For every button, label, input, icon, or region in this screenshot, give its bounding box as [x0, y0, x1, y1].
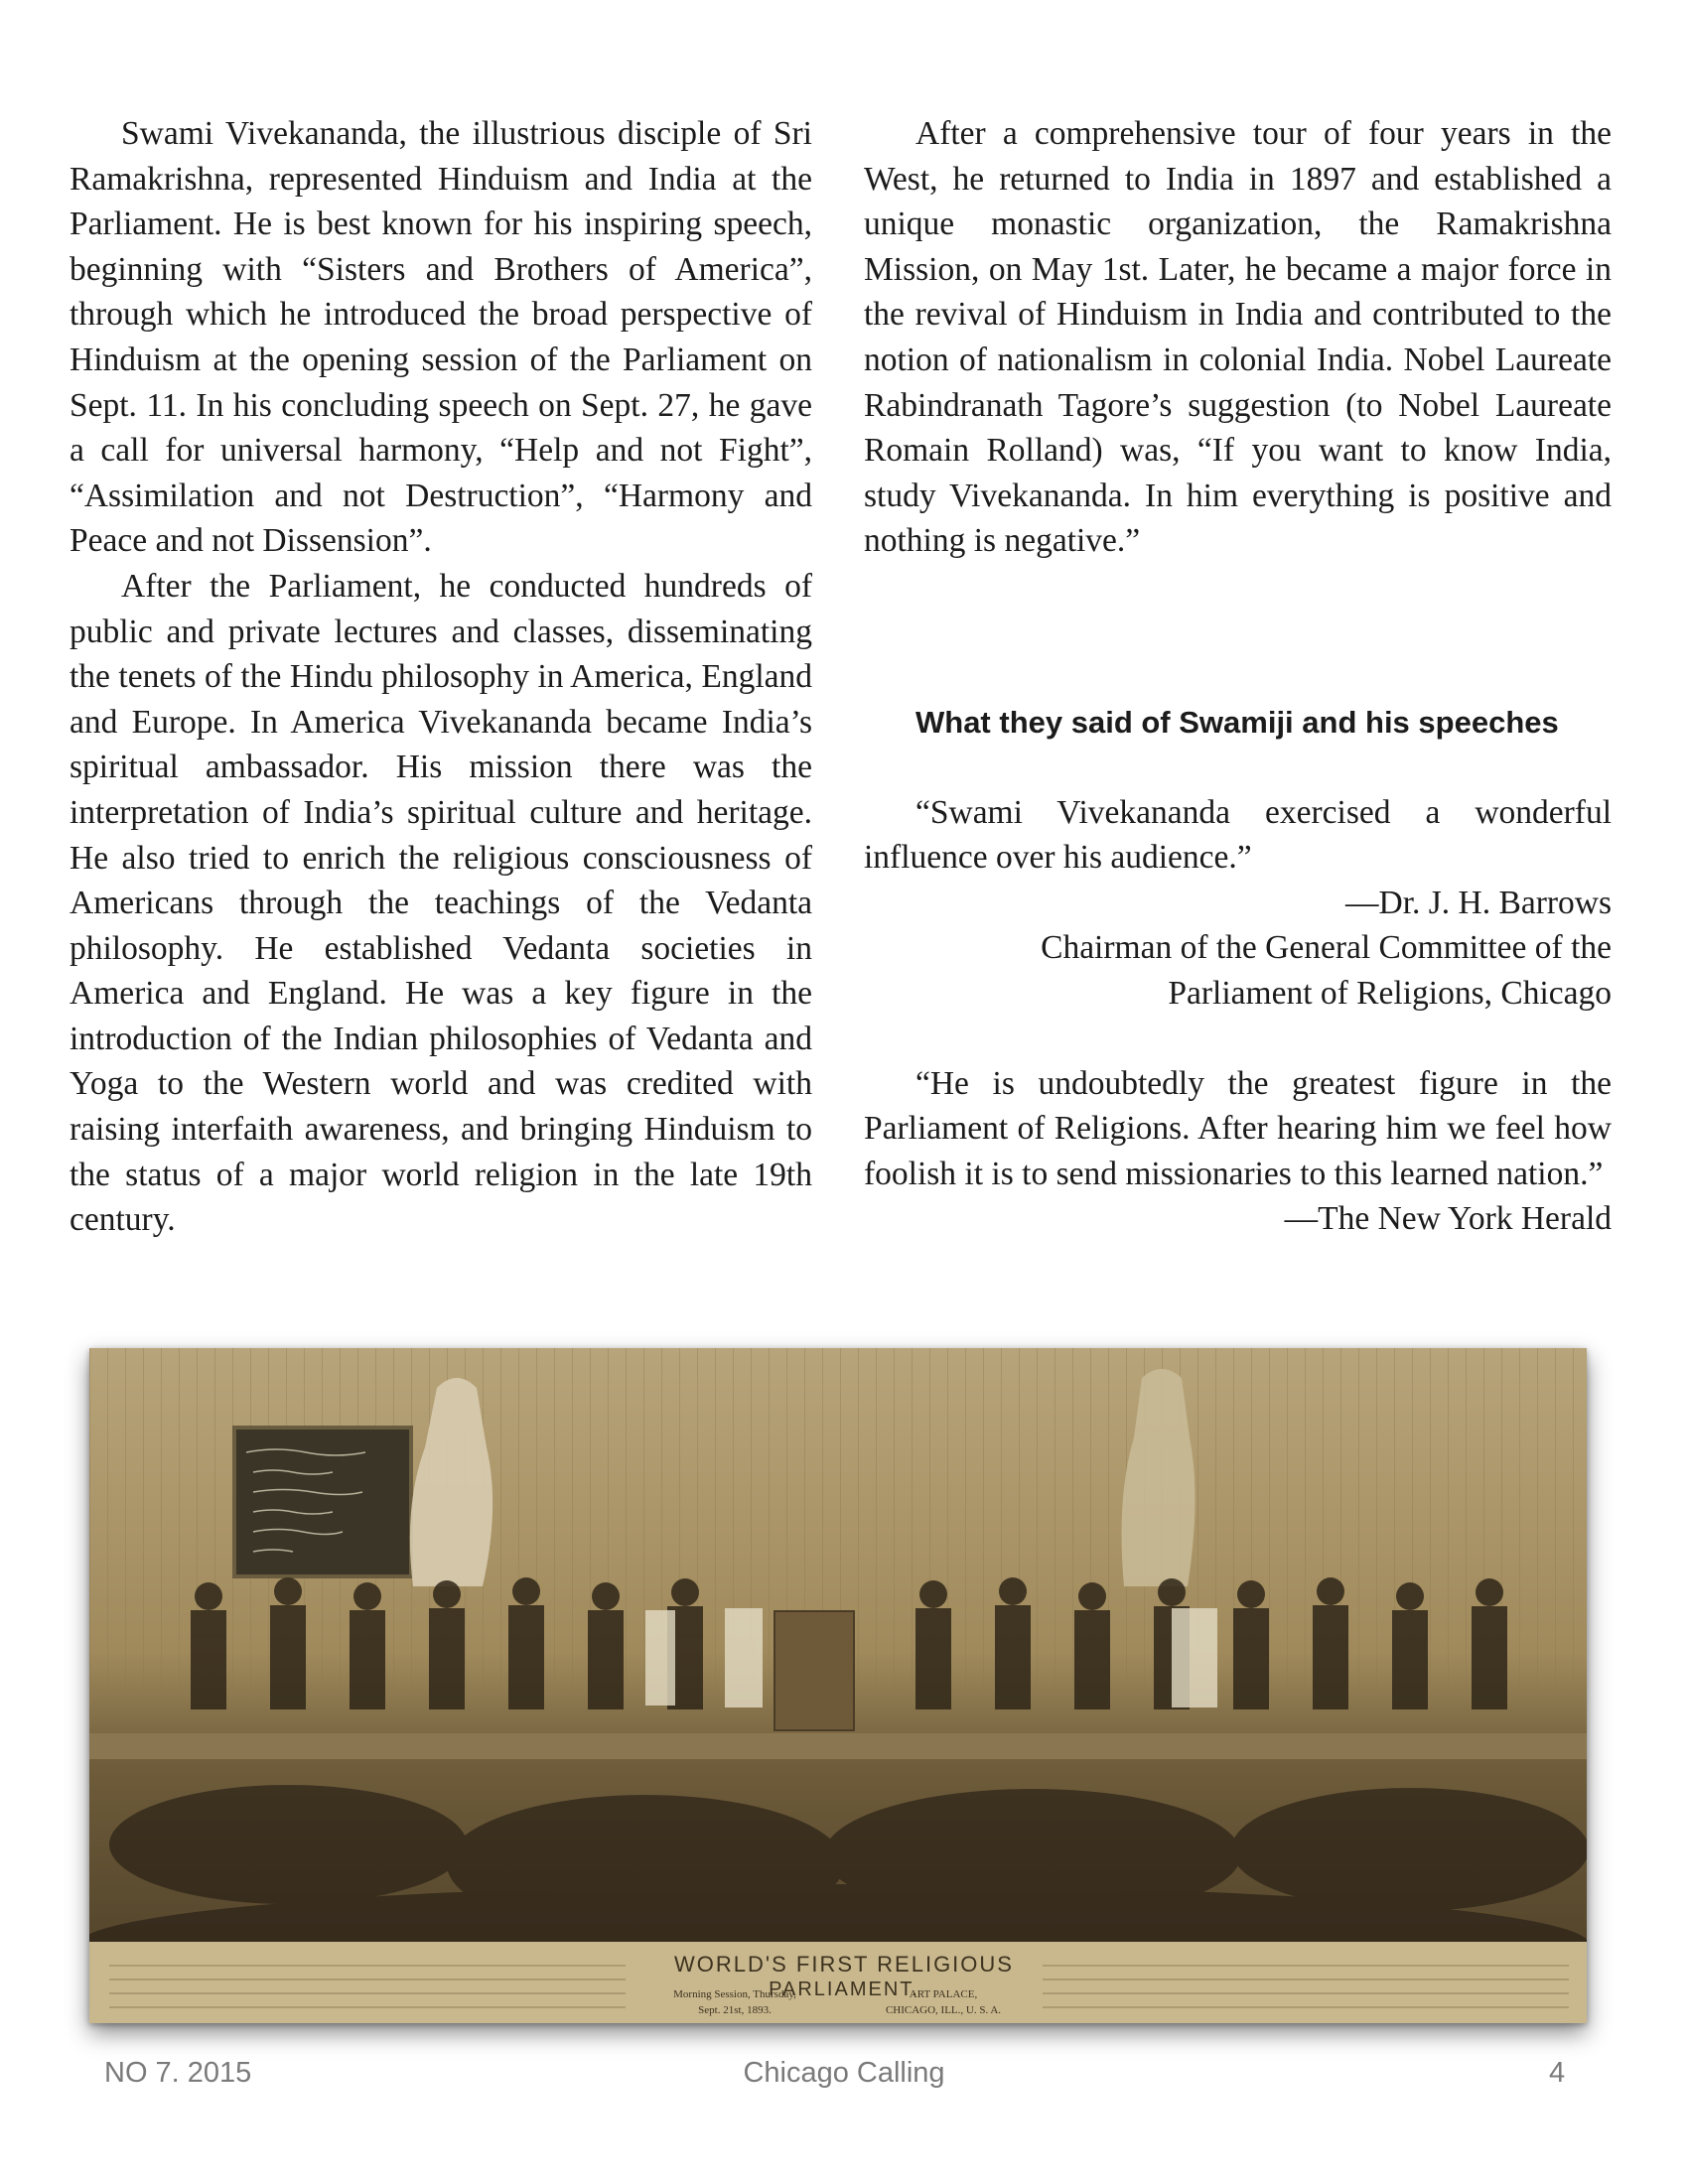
podium: [774, 1611, 854, 1730]
footer-title: Chicago Calling: [743, 2057, 945, 2089]
left-paragraph-1: Swami Vivekananda, the illustrious disciple of Sri Ramakrishna, represented Hinduism and India at the Parliament. He is best known for his inspiring speech, beginning with “Sisters and Brothers of America”, through which he introduced the broad perspective of Hinduism at the opening session of the Parliament on Sept. 11. In his concluding speech on Sept. 27, he gave a call for universal harmony, “Help and not Fight”, “Assimilation and not Destruction”, “Harmony and Peace and not Dissension”.: [70, 115, 812, 560]
stage-edge: [89, 1733, 1587, 1759]
caption-title-2: PARLIAMENT.: [769, 1979, 919, 2000]
quote-new-york-herald: “He is undoubtedly the greatest figure in the Parliament of Religions. After hearing him we feel how foolish it is to send missionaries to this learned nation.”: [864, 1064, 1612, 1192]
attribution-barrows-role-2: Parliament of Religions, Chicago: [1168, 974, 1612, 1012]
caption-date: Sept. 21st, 1893.: [698, 2004, 772, 2016]
attribution-new-york-herald: —The New York Herald: [1284, 1200, 1612, 1238]
footer-page-number: 4: [1549, 2057, 1566, 2089]
caption-session: Morning Session, Thursday,: [673, 1988, 796, 2000]
spacer: [864, 564, 1612, 700]
caption-title-1: WORLD'S FIRST RELIGIOUS: [674, 1952, 1014, 1977]
right-paragraph-1: After a comprehensive tour of four years in the West, he returned to India in 1897 and established a unique monastic organization, the Ramakrishna Mission, on May 1st. Later, he became a major force in the revival of Hinduism in India and contributed to the notion of nationalism in colonial India. Nobel Laureate Rabindranath Tagore’s suggestion (to Nobel Laureate Romain Rolland) was, “If you want to know India, study Vivekananda. In him everything is positive and nothing is negative.”: [864, 115, 1612, 560]
section-heading: What they said of Swamiji and his speeches: [915, 704, 1559, 740]
spacer: [864, 746, 1612, 790]
right-column: [864, 111, 1612, 1242]
footer-issue: NO 7. 2015: [104, 2057, 252, 2089]
left-paragraph-2: After the Parliament, he conducted hundreds of public and private lectures and classes, disseminating the tenets of the Hindu philosophy in America, England and Europe. In America Vivekananda became India’s spiritual ambassador. His mission there was the interpretation of India’s spiritual culture and heritage. He also tried to enrich the religious consciousness of Americans through the teachings of the Vedanta philosophy. He established Vedanta societies in America and England. He was a key figure in the introduction of the Indian philosophies of Vedanta and Yoga to the Western world and was credited with raising interfaith awareness, and bringing Hinduism to the status of a major world religion in the late 19th century.: [70, 567, 812, 1239]
caption-venue-1: ART PALACE,: [909, 1988, 978, 2000]
parliament-photograph: [89, 1348, 1587, 2023]
left-column: [70, 111, 812, 1243]
quote-barrows: “Swami Vivekananda exercised a wonderful influence over his audience.”: [864, 793, 1612, 877]
attribution-barrows-name: —Dr. J. H. Barrows: [1345, 884, 1612, 921]
caption-venue-2: CHICAGO, ILL., U. S. A.: [885, 2004, 1002, 2016]
spacer: [864, 1017, 1612, 1061]
attribution-barrows-role-1: Chairman of the General Committee of the: [1041, 929, 1612, 967]
